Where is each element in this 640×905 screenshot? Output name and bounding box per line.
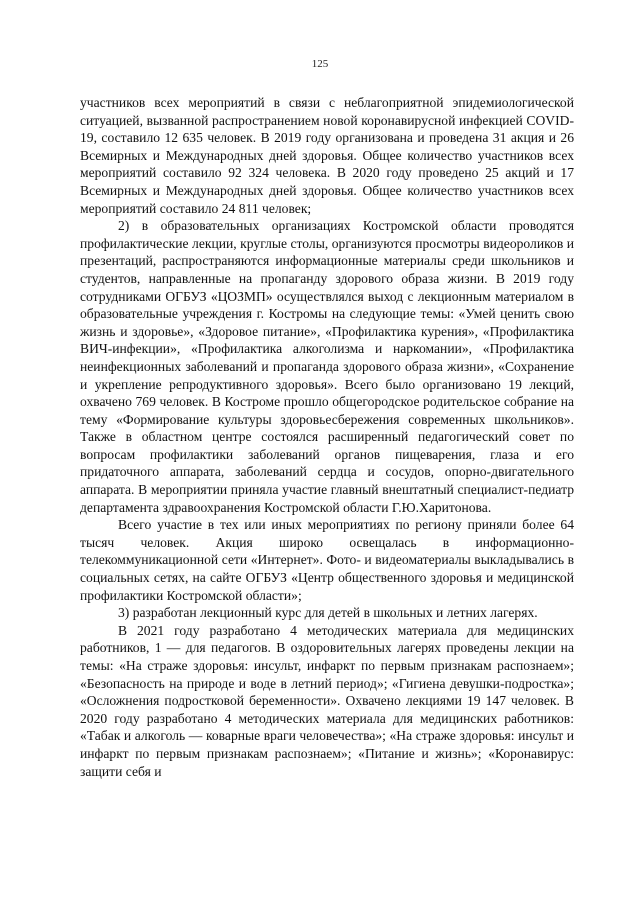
paragraph-lecture-course: 3) разработан лекционный курс для детей в школьных и летних лагерях. [118, 605, 538, 621]
paragraph-regional-participation: Всего участие в тех или иных мероприятиях по региону приняли более 64 тысяч человек. Акция широко освещалась в информационно-телекоммуникационной сети «Интернет». Фото- и видеоматериалы выкладывались в социальных сетях, на сайте ОГБУЗ «Центр общественного здоровья и медицинской профилактики Костромской области»; [80, 517, 574, 603]
paragraph-educational-organizations: 2) в образовательных организациях Костромской области проводятся профилактические лекции, круглые столы, организуются просмотры видеороликов и презентаций, распространяются информационные материалы среди школьников и студентов, направленные на пропаганду здорового образа жизни. В 2019 году сотрудниками ОГБУЗ «ЦОЗМП» осуществлялся выход с лекционным материалом в образовательные учреждения г. Костромы на следующие темы: «Умей ценить свою жизнь и здоровье», «Здоровое питание», «Профилактика курения», «Профилактика ВИЧ-инфекции», «Профилактика алкоголизма и наркомании», «Профилактика неинфекционных заболеваний и пропаганда здорового образа жизни», «Сохранение и укрепление репродуктивного здоровья». Всего было организовано 19 лекций, охвачено 769 человек. В Костроме прошло общегородское родительское собрание на тему «Формирование культуры здоровьесбережения современных школьников». Также в областном центре состоялся расширенный педагогический совет по вопросам профилактики заболеваний органов пищеварения, глаза и его придаточного аппарата, заболеваний сердца и сосудов, опорно-двигательного аппарата. В мероприятии приняла участие главный внештатный специалист-педиатр департамента здравоохранения Костромской области Г.Ю.Харитонова. [80, 218, 574, 515]
document-body [80, 94, 574, 780]
paragraph-methodical-materials: В 2021 году разработано 4 методических материала для медицинских работников, 1 — для педагогов. В оздоровительных лагерях проведены лекции на темы: «На страже здоровья: инсульт, инфаркт по первым признакам распознаем»; «Безопасность на природе и воде в летний период»; «Гигиена девушки-подростка»; «Осложнения подростковой беременности». Охвачено лекциями 19 147 человек. В 2020 году разработано 4 методических материала для медицинских работников: «Табак и алкоголь — коварные враги человечества»; «На страже здоровья: инсульт и инфаркт по первым признакам распознаем»; «Питание и жизнь»; «Коронавирус: защити себя и [80, 622, 574, 779]
page-number: 125 [311, 58, 329, 70]
paragraph-continuation: участников всех мероприятий в связи с неблагоприятной эпидемиологической ситуацией, вызванной распространением новой коронавирусной инфекцией COVID-19, составило 12 635 человек. В 2019 году организована и проведена 31 акция и 26 Всемирных и Международных дней здоровья. Общее количество участников всех мероприятий составило 92 324 человека. В 2020 году проведено 25 акций и 17 Всемирных и Международных дней здоровья. Общее количество участников всех мероприятий составило 24 811 человек; [80, 95, 574, 216]
